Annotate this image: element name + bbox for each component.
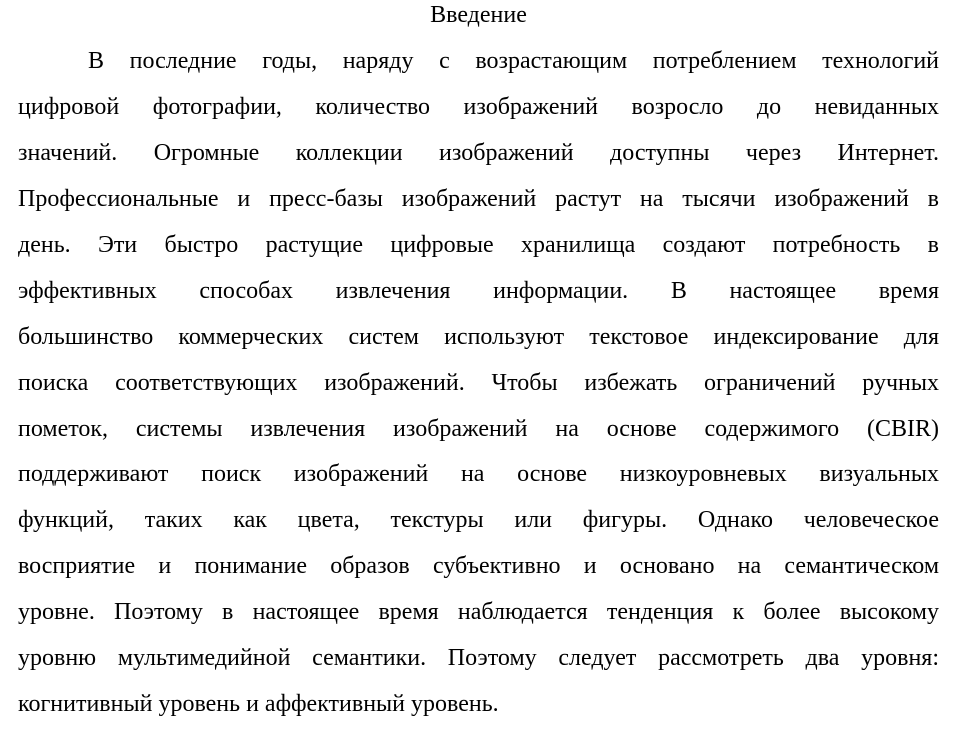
text-line: пометок, системы извлечения изображений на основе содержимого (CBIR) — [18, 415, 939, 442]
text-line: уровню мультимедийной семантики. Поэтому следует рассмотреть два уровня: — [18, 645, 939, 672]
text-line: уровне. Поэтому в настоящее время наблюдается тенденция к более высокому — [18, 599, 939, 626]
text-line: Профессиональные и пресс-базы изображений растут на тысячи изображений в — [18, 186, 939, 213]
intro-paragraph — [18, 39, 939, 728]
text-line: цифровой фотографии, количество изображений возросло до невиданных — [18, 94, 939, 121]
text-line: функций, таких как цвета, текстуры или фигуры. Однако человеческое — [18, 507, 939, 534]
text-line: день. Эти быстро растущие цифровые хранилища создают потребность в — [18, 231, 939, 258]
text-line: В последние годы, наряду с возрастающим потреблением технологий — [88, 48, 939, 75]
page-title: Введение — [430, 2, 527, 29]
text-line: большинство коммерческих систем используют текстовое индексирование для — [18, 323, 939, 350]
text-line: поиска соответствующих изображений. Чтобы избежать ограничений ручных — [18, 369, 939, 396]
text-line: значений. Огромные коллекции изображений доступны через Интернет. — [18, 140, 939, 167]
text-line: когнитивный уровень и аффективный уровень. — [18, 691, 499, 717]
text-line: эффективных способах извлечения информации. В настоящее время — [18, 277, 939, 304]
text-line: поддерживают поиск изображений на основе низкоуровневых визуальных — [18, 461, 939, 488]
text-line: восприятие и понимание образов субъективно и основано на семантическом — [18, 553, 939, 580]
